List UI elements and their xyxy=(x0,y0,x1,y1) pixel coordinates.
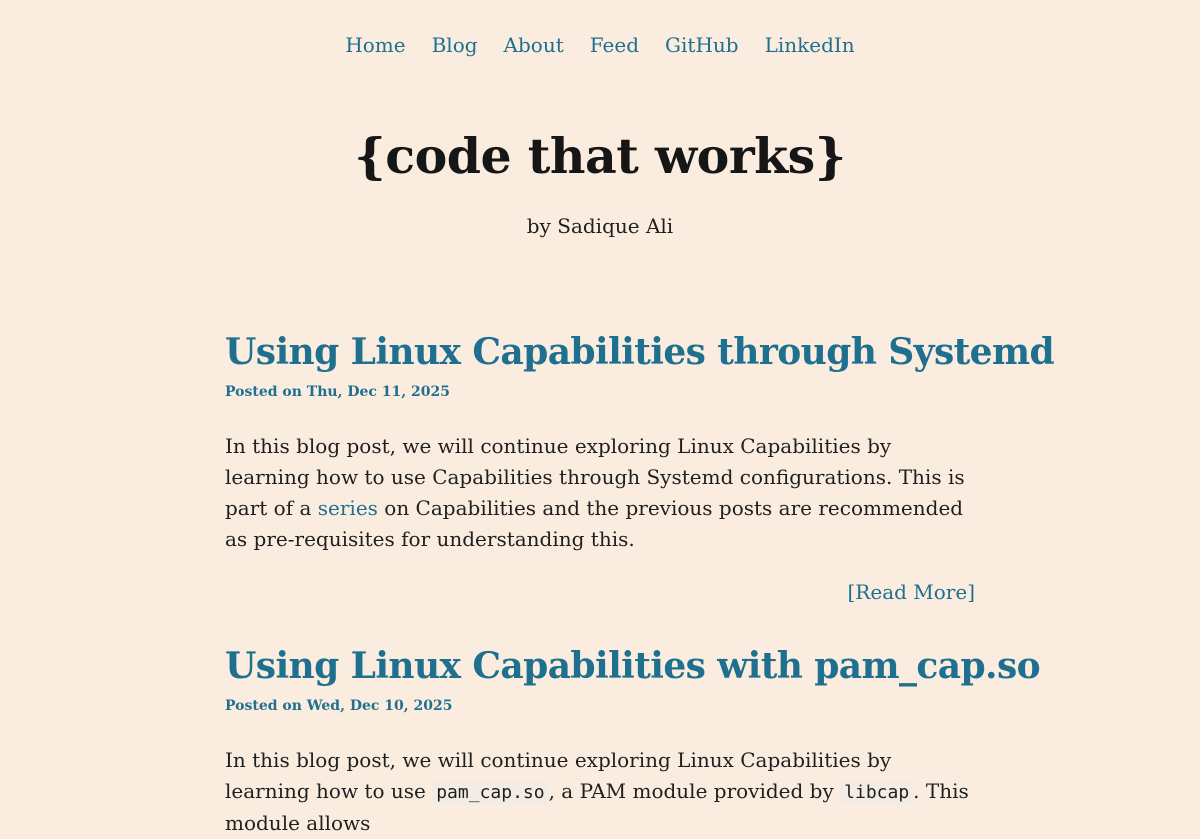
post-card xyxy=(225,644,1041,835)
inline-code-pam-cap: pam_cap.so xyxy=(432,781,548,804)
post-card xyxy=(225,330,1055,604)
post-excerpt-text-continued: , a PAM module provided by xyxy=(548,779,841,803)
top-nav xyxy=(0,31,1200,59)
post-excerpt-text: In this blog post, we will continue exploring Linux Capabilities by learning how to use xyxy=(225,748,892,803)
nav-link-blog[interactable]: Blog xyxy=(431,33,478,57)
nav-link-feed[interactable]: Feed xyxy=(589,33,640,57)
post-excerpt-text-continued: on Capabilities and the previous posts are recommended as pre-requisites for understanding this. xyxy=(225,496,964,551)
site-title: {code that works} xyxy=(354,127,846,185)
post-excerpt xyxy=(225,431,975,555)
site-byline: by Sadique Ali xyxy=(526,214,674,238)
nav-link-about[interactable]: About xyxy=(503,33,564,57)
post-title-link[interactable]: Using Linux Capabilities through Systemd xyxy=(225,331,1055,373)
post-excerpt-text-end: . This module allows xyxy=(225,779,969,835)
post-excerpt-text: In this blog post, we will continue exploring Linux Capabilities by learning how to use Capabilities through Systemd configurations. This is part of a xyxy=(225,434,965,520)
post-excerpt xyxy=(225,745,975,839)
nav-link-github[interactable]: GitHub xyxy=(665,33,739,57)
series-link[interactable]: series xyxy=(317,496,378,520)
post-title-link[interactable]: Using Linux Capabilities with pam_cap.so xyxy=(225,645,1041,687)
read-more-link[interactable]: [Read More] xyxy=(847,580,975,604)
inline-code-libcap: libcap xyxy=(840,781,913,804)
post-meta: Posted on Thu, Dec 11, 2025 xyxy=(225,384,450,400)
nav-link-home[interactable]: Home xyxy=(345,33,406,57)
nav-link-linkedin[interactable]: LinkedIn xyxy=(764,33,855,57)
post-meta: Posted on Wed, Dec 10, 2025 xyxy=(225,698,453,714)
